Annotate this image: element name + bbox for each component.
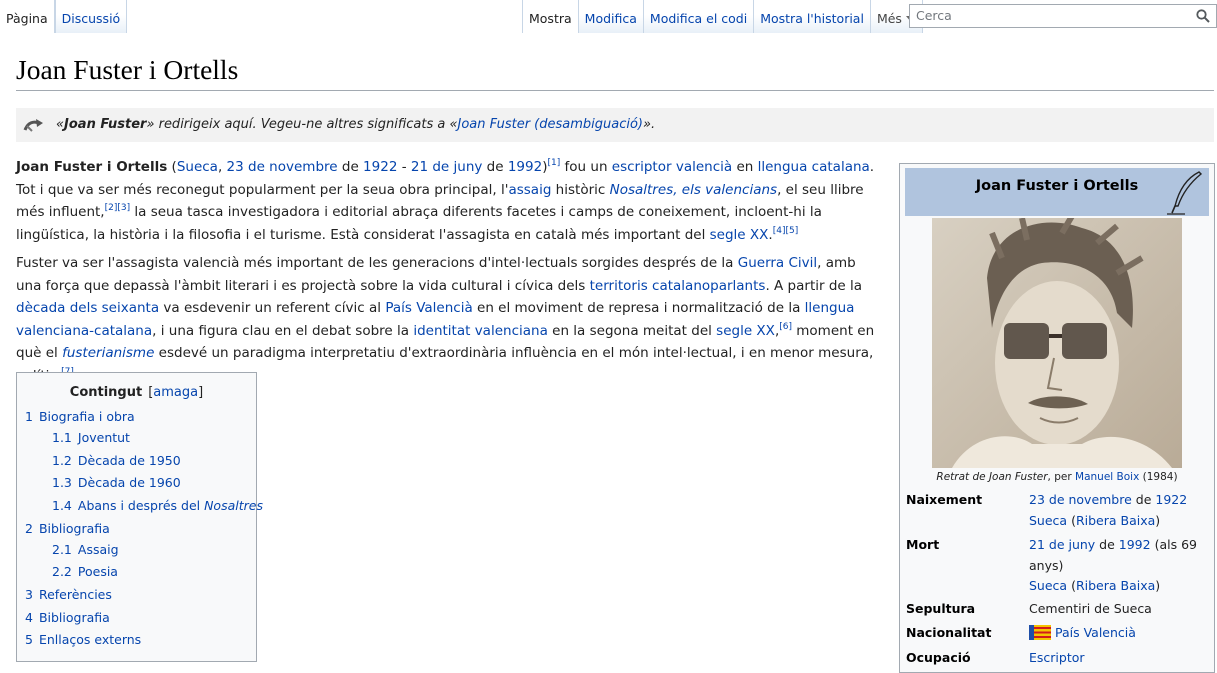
text: de bbox=[1131, 492, 1156, 507]
link-birth-date[interactable]: 23 de novembre bbox=[226, 159, 338, 175]
text: va esdevenir un referent cívic al bbox=[159, 300, 386, 316]
hatnote-text: « bbox=[56, 117, 65, 132]
page-title: Joan Fuster i Ortells bbox=[16, 54, 239, 85]
search-placeholder: Cerca bbox=[916, 8, 952, 23]
toc-item[interactable] bbox=[52, 430, 130, 445]
link-identitat[interactable]: identitat valenciana bbox=[413, 322, 548, 339]
tab-edit-source[interactable]: Modifica el codi bbox=[644, 0, 754, 33]
link-sueca[interactable]: Sueca bbox=[1029, 578, 1068, 593]
text: , i una figura clau en el debat sobre la bbox=[152, 322, 414, 339]
link-death-date[interactable]: 21 de juny bbox=[410, 159, 483, 175]
text: esdevé un paradigma interpretatiu d'extraordinària influència en el món intel·lectual, i en menor mesura, bbox=[158, 345, 874, 361]
toc-item[interactable] bbox=[52, 453, 181, 468]
link-fusterianisme[interactable]: fusterianisme bbox=[62, 345, 155, 361]
toc-number: 5 bbox=[25, 632, 33, 647]
toc-number: 2 bbox=[25, 521, 33, 536]
ref-1[interactable]: [1] bbox=[547, 158, 561, 168]
link-ribera-baixa[interactable]: Ribera Baixa bbox=[1075, 578, 1156, 593]
toc-title: Contingut bbox=[69, 385, 143, 400]
search-input[interactable] bbox=[909, 4, 1217, 28]
value-nacionalitat bbox=[1029, 623, 1209, 644]
text: de bbox=[337, 159, 364, 175]
toc-label: Assaig bbox=[77, 542, 119, 557]
link-birth-date[interactable]: 23 de novembre bbox=[1029, 492, 1132, 507]
text: moment en què el bbox=[16, 322, 875, 361]
toc-label: Poesia bbox=[77, 564, 118, 579]
text: en el moviment de represa i normalització de la bbox=[472, 300, 805, 316]
toc-item[interactable] bbox=[25, 587, 112, 602]
link-guerra-civil[interactable]: Guerra Civil bbox=[737, 255, 818, 271]
toc-number: 1.2 bbox=[52, 453, 72, 468]
toc-label: Referències bbox=[38, 587, 112, 602]
ref-5[interactable]: [5] bbox=[785, 225, 799, 236]
toc-label: Enllaços externs bbox=[38, 632, 142, 647]
toc-number: 3 bbox=[25, 587, 33, 602]
text: de bbox=[482, 159, 508, 175]
toc-bracket: ] bbox=[198, 385, 204, 400]
infobox-header bbox=[905, 168, 1209, 216]
text: . Tot i que va ser més reconegut popularment per la seua obra principal, l' bbox=[16, 159, 875, 198]
link-1922[interactable]: 1922 bbox=[1155, 492, 1188, 507]
infobox-title: Joan Fuster i Ortells bbox=[975, 178, 1139, 194]
ref-3[interactable]: [3] bbox=[117, 203, 131, 213]
portrait-image[interactable] bbox=[932, 218, 1182, 468]
text: en bbox=[732, 159, 758, 175]
toc-item[interactable] bbox=[52, 542, 119, 557]
hatnote-text: » redirigeix aquí. Vegeu-ne altres significats a « bbox=[146, 117, 458, 132]
link-death-date[interactable]: 21 de juny bbox=[1029, 537, 1096, 552]
toc-number: 1.3 bbox=[52, 475, 72, 490]
text: . bbox=[768, 226, 773, 243]
ref-4[interactable]: [4] bbox=[772, 225, 786, 236]
link-llengua-valenciana[interactable]: llengua valenciana-catalana bbox=[16, 300, 855, 339]
text: , bbox=[774, 322, 780, 339]
link-territoris[interactable]: territoris catalanoparlants bbox=[589, 277, 766, 294]
tab-history[interactable]: Mostra l'historial bbox=[754, 0, 871, 33]
namespace-tabs bbox=[0, 0, 127, 33]
caption-text: Retrat de Joan Fuster bbox=[936, 471, 1048, 483]
article-body bbox=[16, 156, 882, 393]
label-naixement: Naixement bbox=[906, 492, 983, 507]
link-sueca[interactable]: Sueca bbox=[176, 159, 218, 175]
toc-label: Bibliografia bbox=[38, 610, 110, 625]
toc-item[interactable] bbox=[52, 498, 263, 513]
disambiguation-link[interactable]: Joan Fuster (desambiguació) bbox=[457, 117, 644, 132]
age-at-death: (als 69 anys) bbox=[1029, 537, 1197, 573]
toc-item[interactable] bbox=[25, 409, 135, 424]
quill-pen-icon bbox=[1163, 170, 1205, 216]
toc-item[interactable] bbox=[52, 564, 118, 579]
link-segle-xx[interactable]: segle XX bbox=[709, 226, 769, 243]
link-sueca[interactable]: Sueca bbox=[1029, 512, 1068, 528]
infobox bbox=[899, 163, 1215, 673]
link-valencia[interactable]: valencià bbox=[675, 159, 733, 175]
text: ( bbox=[1067, 512, 1076, 528]
text: la seua tasca investigadora i editorial abraça diferents facetes i camps de coneixement, incloent-hi la lingüística, la història i la filosofia i el turisme. Està considerat l'assagista en català més important del bbox=[16, 204, 822, 243]
link-pais-valencia[interactable]: País Valencià bbox=[385, 300, 473, 316]
toc-label: Joventut bbox=[77, 430, 130, 445]
table-of-contents bbox=[16, 372, 263, 662]
tab-edit[interactable]: Modifica bbox=[579, 0, 644, 33]
toc-header bbox=[17, 385, 256, 400]
toc-label: Bibliografia bbox=[38, 521, 110, 536]
link-escriptor[interactable]: Escriptor bbox=[1029, 650, 1085, 665]
toc-number: 1 bbox=[25, 409, 33, 424]
hatnote-text: ». bbox=[643, 117, 656, 132]
link-manuel-boix[interactable]: Manuel Boix bbox=[1075, 471, 1140, 483]
value-sepultura: Cementiri de Sueca bbox=[1029, 601, 1152, 616]
text: de bbox=[1095, 537, 1119, 552]
link-1992[interactable]: 1992 bbox=[507, 159, 543, 175]
toc-bracket: [ bbox=[148, 385, 154, 400]
text: . A partir de la bbox=[765, 277, 863, 294]
pais-valencia-flag-icon bbox=[1029, 625, 1051, 640]
link-escriptor[interactable]: escriptor bbox=[611, 159, 672, 175]
subject-name: Joan Fuster i Ortells bbox=[16, 159, 168, 175]
toc-label-italic: Nosaltres bbox=[204, 498, 263, 513]
toc-number: 1.1 bbox=[52, 430, 72, 445]
toc-label: Biografia i obra bbox=[38, 409, 135, 424]
text: històric bbox=[551, 181, 610, 198]
toc-hide-toggle[interactable]: amaga bbox=[153, 385, 199, 400]
label-mort: Mort bbox=[906, 537, 940, 552]
toc-item[interactable] bbox=[52, 475, 181, 490]
text: - bbox=[397, 159, 411, 175]
portrait-caption bbox=[906, 471, 1208, 483]
text: ( bbox=[167, 159, 177, 175]
toc-number: 2.2 bbox=[52, 564, 72, 579]
toc-item[interactable] bbox=[25, 521, 110, 536]
ref-6[interactable]: [6] bbox=[779, 321, 792, 332]
redirect-arrow-icon bbox=[22, 116, 46, 134]
link-1922[interactable]: 1922 bbox=[363, 159, 398, 175]
link-assaig[interactable]: assaig bbox=[508, 181, 552, 198]
toc-number: 2.1 bbox=[52, 542, 72, 557]
lead-paragraph-1 bbox=[16, 156, 882, 246]
text: ) bbox=[1155, 578, 1161, 593]
link-1992[interactable]: 1992 bbox=[1118, 537, 1151, 552]
search-icon[interactable] bbox=[1196, 9, 1210, 23]
tab-page[interactable]: Pàgina bbox=[0, 0, 55, 33]
value-ocupacio bbox=[1029, 648, 1209, 669]
tab-read[interactable]: Mostra bbox=[522, 0, 579, 33]
text: Fuster va ser l'assagista valencià més important de les generacions d'intel·lectuals sorgides després de la bbox=[16, 255, 738, 271]
text: , amb una força que depassà l'àmbit literari i es projectà sobre la vida cultural i cívica dels bbox=[16, 255, 856, 294]
link-ribera-baixa[interactable]: Ribera Baixa bbox=[1075, 512, 1156, 528]
caption-year: (1984) bbox=[1139, 471, 1178, 483]
link-nosaltres[interactable]: Nosaltres, els valencians bbox=[609, 181, 778, 198]
text: ) bbox=[1155, 512, 1161, 528]
toc-item[interactable] bbox=[25, 610, 110, 625]
label-ocupacio: Ocupació bbox=[906, 650, 971, 665]
title-divider bbox=[16, 90, 1214, 91]
text: , bbox=[217, 159, 227, 175]
value-naixement bbox=[1029, 490, 1209, 531]
toc-number: 4 bbox=[25, 610, 33, 625]
text: ) bbox=[542, 159, 548, 175]
toc-label: Dècada de 1950 bbox=[77, 453, 181, 468]
value-mort bbox=[1029, 535, 1209, 597]
tab-discussion[interactable]: Discussió bbox=[55, 0, 128, 33]
link-segle-xx-2[interactable]: segle XX bbox=[716, 322, 775, 339]
text: ( bbox=[1067, 578, 1076, 593]
hatnote-name: Joan Fuster bbox=[64, 117, 147, 132]
toc-label: Abans i després del bbox=[77, 498, 205, 513]
view-tabs bbox=[522, 0, 923, 33]
text: en la segona meitat del bbox=[547, 322, 717, 339]
caption-text: , per bbox=[1047, 471, 1076, 483]
hatnote bbox=[16, 108, 1214, 142]
more-label: Més bbox=[876, 11, 902, 26]
link-decada-seixanta[interactable]: dècada dels seixanta bbox=[16, 300, 160, 316]
label-nacionalitat: Nacionalitat bbox=[906, 625, 992, 640]
ref-2[interactable]: [2] bbox=[104, 203, 118, 213]
link-llengua-catalana[interactable]: llengua catalana bbox=[757, 159, 870, 175]
link-pais-valencia[interactable]: País Valencià bbox=[1055, 625, 1136, 640]
label-sepultura: Sepultura bbox=[906, 601, 976, 616]
lead-paragraph-2 bbox=[16, 252, 882, 387]
toc-item[interactable] bbox=[25, 632, 141, 647]
text: fou un bbox=[560, 159, 612, 175]
toc-number: 1.4 bbox=[52, 498, 72, 513]
text: , el seu llibre més influent, bbox=[16, 181, 864, 220]
toc-label: Dècada de 1960 bbox=[77, 475, 181, 490]
